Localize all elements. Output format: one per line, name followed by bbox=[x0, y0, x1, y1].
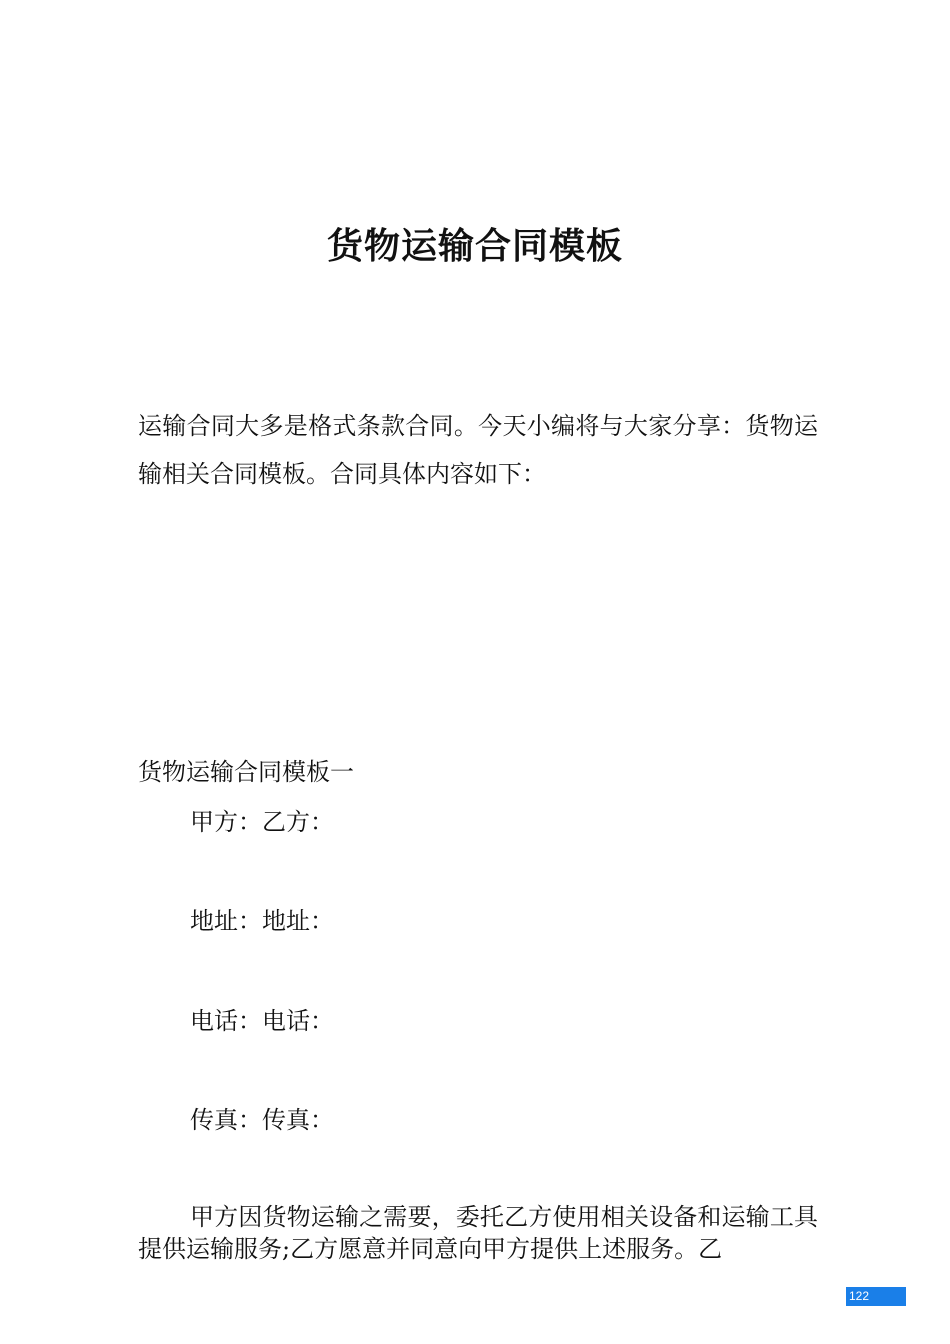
intro-paragraph: 运输合同大多是格式条款合同。今天小编将与大家分享：货物运输相关合同模板。合同具体内容如下： bbox=[138, 412, 818, 488]
address-line: 地址：地址： bbox=[190, 907, 334, 935]
document-title: 货物运输合同模板 bbox=[326, 226, 623, 267]
section-heading: 货物运输合同模板一 bbox=[138, 758, 354, 786]
body-paragraph: 甲方因货物运输之需要，委托乙方使用相关设备和运输工具提供运输服务;乙方愿意并同意向甲方提供上述服务。乙 bbox=[138, 1203, 818, 1263]
page-number-badge: 122 bbox=[846, 1287, 906, 1306]
party-names-line: 甲方：乙方： bbox=[190, 808, 334, 836]
phone-line: 电话：电话： bbox=[190, 1007, 334, 1035]
fax-line: 传真：传真： bbox=[190, 1106, 334, 1134]
